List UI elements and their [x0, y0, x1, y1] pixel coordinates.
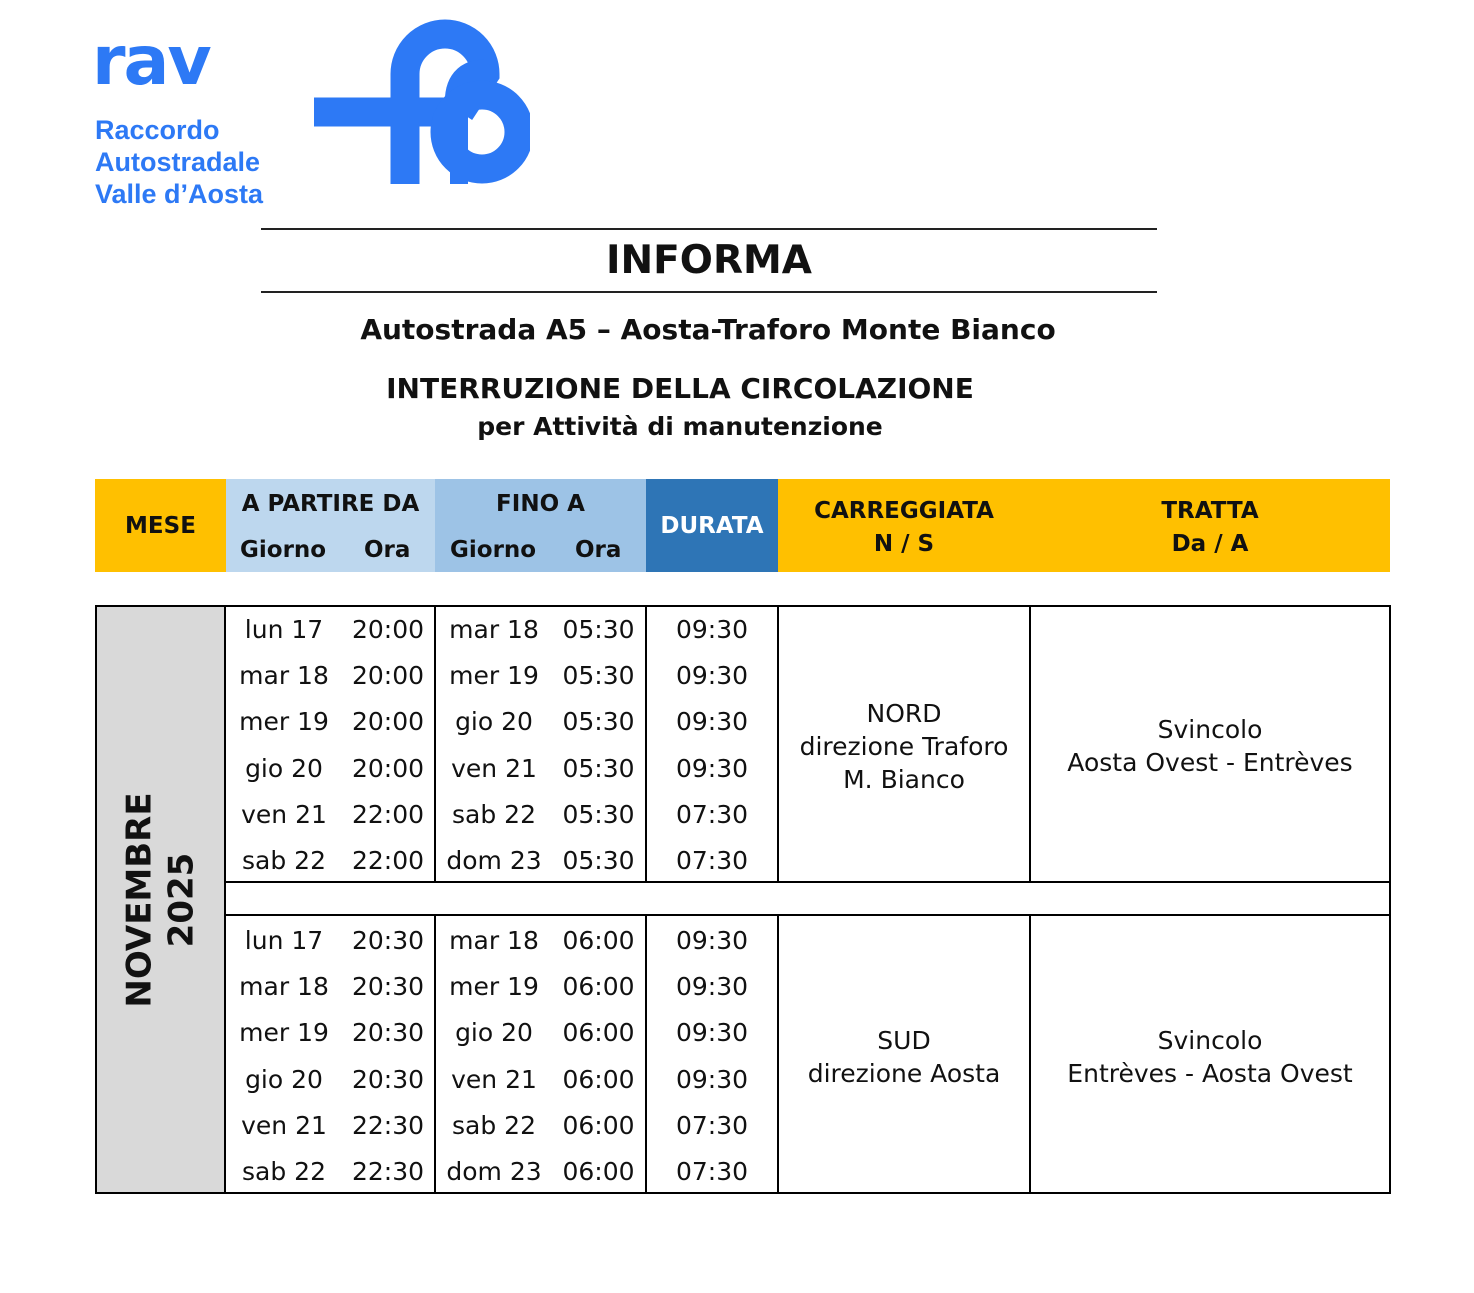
- cell-to-time: 06:00: [562, 1157, 635, 1186]
- cell-from-day: mar 18: [239, 972, 329, 1002]
- month-year: 2025: [161, 852, 202, 947]
- cell-durata: 09:30: [675, 707, 749, 737]
- cell-from-time: 20:00: [351, 753, 425, 783]
- cell-from-time: 20:30: [351, 1064, 425, 1094]
- header-giorno: Giorno: [450, 537, 537, 563]
- cell-durata: 09:30: [675, 1018, 749, 1048]
- cell-to-time: 05:30: [562, 707, 635, 737]
- cell-from-day: mer 19: [239, 707, 329, 737]
- cell-from-day: ven 21: [241, 1110, 327, 1140]
- cell-from-time: 20:00: [351, 615, 425, 644]
- logo-line-3: Valle d’Aosta: [95, 179, 264, 209]
- cell-to-time: 05:30: [562, 846, 635, 875]
- cell-to-time: 06:00: [562, 1110, 635, 1140]
- heading-rule-bottom: [261, 291, 1157, 293]
- cell-from-day: lun 17: [244, 926, 324, 955]
- header-ora: Ora: [364, 537, 411, 563]
- cell-to-day: gio 20: [455, 707, 533, 737]
- tratta-line: Entrèves - Aosta Ovest: [1067, 1059, 1353, 1088]
- cell-to-day: mar 18: [449, 926, 539, 955]
- cell-from-time: 22:00: [351, 799, 425, 829]
- header-ora: Ora: [575, 537, 622, 563]
- cell-to-day: sab 22: [452, 799, 536, 829]
- cell-durata: 09:30: [675, 926, 749, 955]
- logo-line-1: Raccordo: [95, 115, 220, 145]
- cell-durata: 09:30: [675, 753, 749, 783]
- table-divider: [645, 915, 647, 1194]
- cell-to-day: mar 18: [449, 615, 539, 644]
- cell-from-day: gio 20: [245, 753, 323, 783]
- cell-to-day: ven 21: [451, 753, 537, 783]
- cell-to-day: mer 19: [449, 661, 539, 691]
- header-tratta-sub: Da / A: [1171, 531, 1249, 557]
- cell-to-time: 05:30: [562, 799, 635, 829]
- logo-mark-icon: [310, 14, 530, 189]
- header-carreggiata: [778, 479, 1030, 572]
- notice-title: INTERRUZIONE DELLA CIRCOLAZIONE: [386, 372, 974, 405]
- carreggiata-sud: [779, 1024, 1029, 1090]
- cell-to-day: sab 22: [452, 1110, 536, 1140]
- month-label: [95, 605, 226, 1194]
- cell-durata: 07:30: [675, 846, 749, 875]
- notice-subtitle: per Attività di manutenzione: [477, 412, 883, 441]
- cell-durata: 09:30: [675, 972, 749, 1002]
- cell-to-time: 06:00: [562, 1064, 635, 1094]
- header-a-partire-da-label: A PARTIRE DA: [241, 491, 420, 517]
- cell-durata: 07:30: [675, 1110, 749, 1140]
- carreggiata-line: direzione Traforo: [799, 732, 1009, 761]
- carreggiata-line: SUD: [877, 1026, 931, 1055]
- cell-to-time: 05:30: [562, 615, 635, 644]
- cell-durata: 07:30: [675, 1157, 749, 1186]
- logo-subtitle: [95, 114, 263, 210]
- tratta-sud: [1031, 1024, 1389, 1090]
- cell-from-day: lun 17: [244, 615, 324, 644]
- cell-to-day: mer 19: [449, 972, 539, 1002]
- cell-to-day: dom 23: [446, 846, 542, 875]
- table-divider: [434, 915, 436, 1194]
- header-fino-a: [435, 479, 646, 572]
- header-giorno: Giorno: [240, 537, 327, 563]
- tratta-line: Svincolo: [1157, 715, 1263, 744]
- cell-to-day: ven 21: [451, 1064, 537, 1094]
- month-name: NOVEMBRE: [119, 791, 160, 1008]
- cell-from-day: mar 18: [239, 661, 329, 691]
- cell-from-day: mer 19: [239, 1018, 329, 1048]
- cell-to-day: gio 20: [455, 1018, 533, 1048]
- header-carreggiata-label: CARREGGIATA: [814, 498, 994, 524]
- cell-durata: 09:30: [675, 615, 749, 644]
- table-divider: [434, 605, 436, 882]
- table-divider: [226, 881, 1391, 883]
- cell-from-time: 20:30: [351, 1018, 425, 1048]
- cell-from-day: sab 22: [242, 846, 326, 875]
- carreggiata-line: M. Bianco: [843, 765, 965, 794]
- cell-to-time: 06:00: [562, 1018, 635, 1048]
- cell-durata: 07:30: [675, 799, 749, 829]
- cell-to-time: 05:30: [562, 753, 635, 783]
- logo-wordmark: rav: [92, 22, 210, 101]
- cell-from-time: 20:30: [351, 972, 425, 1002]
- header-fino-a-label: FINO A: [496, 491, 585, 517]
- tratta-nord: [1031, 713, 1389, 779]
- tratta-line: Aosta Ovest - Entrèves: [1067, 748, 1353, 777]
- cell-from-time: 22:30: [351, 1110, 425, 1140]
- header-tratta: [1030, 479, 1390, 572]
- heading-rule-top: [261, 228, 1157, 230]
- cell-from-time: 20:30: [351, 926, 425, 955]
- header-tratta-label: TRATTA: [1161, 498, 1259, 524]
- logo-line-2: Autostradale: [95, 147, 261, 177]
- cell-to-day: dom 23: [446, 1157, 542, 1186]
- cell-to-time: 06:00: [562, 972, 635, 1002]
- tratta-line: Svincolo: [1157, 1026, 1263, 1055]
- carreggiata-line: direzione Aosta: [807, 1059, 1001, 1088]
- carreggiata-nord: [779, 697, 1029, 796]
- header-durata: DURATA: [646, 479, 778, 572]
- cell-to-time: 06:00: [562, 926, 635, 955]
- cell-from-time: 20:00: [351, 707, 425, 737]
- carreggiata-line: NORD: [866, 699, 942, 728]
- cell-durata: 09:30: [675, 1064, 749, 1094]
- cell-from-time: 22:30: [351, 1157, 425, 1186]
- table-divider: [645, 605, 647, 882]
- cell-from-day: sab 22: [242, 1157, 326, 1186]
- road-subtitle: Autostrada A5 – Aosta-Traforo Monte Bianco: [360, 313, 1056, 346]
- cell-from-day: gio 20: [245, 1064, 323, 1094]
- header-a-partire-da: [226, 479, 435, 572]
- cell-from-time: 20:00: [351, 661, 425, 691]
- table-divider: [226, 914, 1391, 916]
- cell-from-time: 22:00: [351, 846, 425, 875]
- schedule-table: [95, 605, 1391, 1194]
- cell-to-time: 05:30: [562, 661, 635, 691]
- header-mese: MESE: [95, 479, 226, 572]
- page-title: INFORMA: [606, 238, 812, 283]
- cell-durata: 09:30: [675, 661, 749, 691]
- header-carreggiata-sub: N / S: [873, 531, 935, 557]
- cell-from-day: ven 21: [241, 799, 327, 829]
